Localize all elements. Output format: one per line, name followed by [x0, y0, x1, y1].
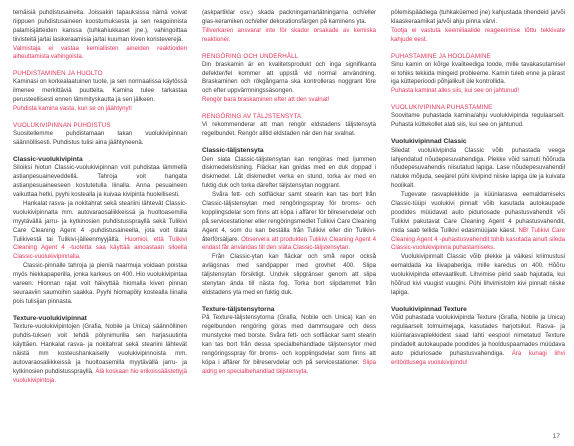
section-heading: PUHASTAMINE JA HOOLDAMINE [391, 52, 491, 60]
warning-text: Rengör bara braskaminen efter att den svalnat! [202, 96, 330, 104]
subsection-heading: Vuolukivipinnad Classic [391, 138, 467, 145]
warning-text: Huomioi, että Tulikivi Cleaning Agent 4 -tuotetta saa käyttää ainoastaan siloella Classic-vuolukivipinnalla. [13, 235, 187, 261]
paragraph-text: Svåra fett- och sotfläckar samt stearin kan tas bort från Classic-täljstensytan med rengöringsspray för broms- och kopplingsdelar som finns att köpa i affärer för bilreservdelar och på servicestationer eller rengöringsmedlet Tulikivi Care Cleaning Agent 4, som du kan beställa från Tulikivi eller din Tulikivi-återförsäljare. [202, 191, 376, 243]
column-estonian [391, 9, 565, 368]
paragraph [13, 323, 187, 385]
warning-text: Puhasta kaminat alles siis, kui see on jahtunud! [391, 87, 520, 95]
warning-text: Valmistaja ei vastaa kemiallisten aineiden reaktioiden aiheuttamista vahingoista. [13, 44, 187, 61]
warning-text: NB! Tulikivi Care Cleaning Agent 4 -puhastusvahendit tohib kasutada ainult sileda Classic-vuolukivipinna puhastamiseks. [391, 226, 565, 252]
section-heading: VUOLUKIVIPINNA PUHASTAMINE [391, 104, 493, 112]
warning-text: Tootja ei vastuta keemiliaalide reageerimise tõttu tekkivate kahjude eest. [391, 26, 565, 43]
paragraph: Classic-pinnalle tahroja ja pieniä naarmuja voidaan poistaa myös hiekkapaperilla, jonka karkeus on 400. Hio vuolukivipintaa vareen. Hionnan rajat voit häivyttää hiomalla kiven pinnan seuraaviin saumoihin saakka. Pyyhi hiomapöly kostealla liinalla pois tulisijan pinnasta. [13, 262, 187, 305]
paragraph: Den slata Classic-täljstensytan kan rengöras med ljummen diskmedelslösning. Fläckar kan gnidas med en duk doppad i diskmedel. Låt diskmedlet verka en stund, torka av med en fuktig duk och torka därefter täljstensytan noggrant. [202, 155, 376, 190]
paragraph: Från Classic-ytan kan fläckar och små repor också avlägsnas med sandpapper med grovhet 400. Slipa täljstensytan försiktigt. Undvik slipgränser genom att slipa stenytan ända till nästa fog. Torka bort slipdammet från eldstadens yta med en fuktig duk. [202, 253, 376, 296]
subsection-heading: Classic-vuolukivipinta [13, 155, 83, 163]
paragraph: Sinu kamin on kõrge kvaliteediga toode, mille tavakasutamisel ei tohiks tekkida mingeid probleeme. Kamin tuleb enne ja pärast iga kütteperioodi põhjalikult üle kontrollida. [391, 60, 565, 86]
paragraph-text: Võid puhastada vuolukivipinda Texture (Grafia, Nobile ja Unica) regulaarselt tolmuimejaga, kasutades harjotsikut. Rasva- ja küünlarasvaplekkidest saad lahti eespool nimetatud Texture pindadelt autokaupade poodides ja hoolduspaamades müüdava auto piduriosade puhastusvahendiga. [391, 314, 565, 357]
paragraph: Vuolukivipinnalt Classic võib plekke ja väikesi kriimustusi eemaldada ka liivapaberiga, mille karedus on 400. Hõõru vuolukivipinda ettevaatlikult. Lihvimise piirid saab hajutada, kui hõõrud kivi vuugist vuugini. Pühi lihvimistolm kivi pinnalt niiske lapiga. [391, 253, 565, 296]
warning-text: Puhdista kamina vasta, kun se on jäähtynyt! [13, 105, 132, 113]
subsection-heading: Texture-vuolukivipinnat [13, 314, 87, 322]
paragraph: Vi rekommenderar att man rengör eldstadens täljstensyta regelbundet. Rengör alltid eldstaden när den har svalnat. [202, 121, 376, 137]
subsection-heading: Vuolukivipinnad Texture [391, 305, 467, 313]
paragraph: Siledat vuolukivipinda Classic võib puhastada veega lahjendatud nõudepesuvahendiga. Plekke võid samuti hõõruda nõudepesuvahendis niisutatud lapiga. Lase nõudepesuvahendil natuke mõjuda, seejärel pühi kivipind niiske lapiga üle ja kuivata hoolikalt. [391, 146, 565, 190]
paragraph: (askpartiklar osv.) skada packningarna/tätningarna och/eller glas-keramiken och/eller dekorationsfärgen på kaminens yta. [202, 9, 376, 25]
paragraph-text: På Texture-täljstensytorna (Grafia, Nobile och Unica) kan en regelbunden rengöring göras med dammsugare och dess munstycke med borste. Svåra fett- och sotfläckar samt stearin kan tas bort från dessa specialbehandlade täljstensytor med rengöringsspray för broms- och kopplingsdelar som finns att köpa i affärer för bilreservdelar och på servicestationer. [202, 314, 376, 366]
column-swedish [202, 9, 376, 377]
subsection-heading: Texture-täljstensytorna [202, 305, 275, 313]
paragraph: pölemispäädiega (tuhkaküemed jne) kahjustada tihendeid ja/või klaaskeraamikat ja/või ahju pinna värvi. [391, 9, 565, 25]
warning-text: Tillverkaren ansvarar inte för skador orsakade av kemiska reaktioner. [202, 26, 376, 43]
section-heading: PUHDISTAMINEN JA HUOLTO [13, 70, 103, 78]
paragraph-text: Texture-vuolukivipintojen (Grafia, Nobile ja Unica) säännöllinen puhdis-tuksen voit tehdä pölynimurilla sen harjasuutinta käyttäen. Hankalat rasva- ja nokitahrat sekä steariini lähtevät näistä mm kosteushankaiselly vuolukivipinnoista mm. autovaraosaliikkeissä ja huoltoasemilla myytävällä jarru- ja kytkinosien puhdistussprayllä. [13, 323, 187, 375]
paragraph [202, 314, 376, 376]
section-heading: RENGÖRING OCH UNDERHÅLL [202, 52, 299, 60]
paragraph: Siloiksi hiotun Classic-vuolukivipinnan voit puhdistaa lämmellä astianpesuaineveddellä. Tahroja voit hangata astianpesuaineeseen kostutetulla liinalla. Anna pesuaineen vaikuttaa hetki, pyyhi kostealla ja kuivaa kivipinta huolellisesti. [13, 164, 187, 199]
paragraph: Din braskamin är en kvalitetsprodukt och inga signifikanta defekter/fel kommer att uppstå vid normal användning. Braskaminen och rökgångarna ska kontrolleras noggrant före och efter uppvärmningssäsongen. [202, 60, 376, 95]
section-heading: VUOLUKIVIPINNAN PUHDISTUS [13, 121, 111, 129]
paragraph: Suositellemme puhdistamaan takan vuolukivipinnan säännöllisesti. Puhdistus tulisi aina jäähtyneenä. [13, 130, 187, 146]
paragraph-text: Tugevate rasvaplekkide ja küünlarasva eemaldamiseks Classic-tüüpi vuolukivi pinnalt võib kasutada autokaupade poodides müüdavat auto piduriosade puhastusvahendit või Tulikivi pakutavat Care Cleaning Agent 4 puhastusvahendit, mida saab tellida Tulikivi edasimüüjate käest. [391, 191, 565, 234]
section-heading: RENGÖRING AV TÄLJSTENSYTA [202, 113, 302, 121]
paragraph: Soovitame puhastada kamina/ahju vuolukivipinda regulaarselt. Puhasta küttekollet alati siis, kui see on jahtunud. [391, 112, 565, 129]
paragraph [13, 200, 187, 262]
warning-text: Slipa aldrig en specialbehandlad täljstensyta. [202, 358, 376, 375]
paragraph-text: Hankalat rasva- ja nokitahrat sekä steariini lähtevät Classic-vuolukivipinnalta mm. autovaraosaliikkeissä ja huoltoasemilla myytävällä jarru- ja kytkinosien puhdistussprayllä sekä Tulikivi Care Cleaning Agent 4 -puhdistusaineella, jota voit tilata Tulikivestä tai Tulikivi-jälleenmyyjältä. [13, 199, 187, 243]
subsection-heading: Classic-täljstensyta [202, 146, 264, 154]
paragraph: Kaminasi on korkealaatuinen tuote, ja sen normaalissa käytössä ilmenee merkittäviä puutteita. Kamina tulee tarkastaa perusteellisesti ennen lämmityskautta ja sen jälkeen. [13, 78, 187, 104]
warning-text: Ära kunagi lihvi eritöötlusega vuolukivipindu! [391, 349, 565, 366]
warning-text: Observera att produkten Tulikivi Cleaning Agent 4 endast får användas till den släta Classic-täljstensytan. [202, 235, 376, 252]
paragraph [391, 191, 565, 253]
paragraph [391, 314, 565, 367]
page-number: 17 [552, 433, 560, 440]
paragraph: temäisiä puhdistusaineita. Joissakin tapauksissa nämä voivat riippuen puhdistusaineen koostumuksesta ja sen reagoinnista palamisjätteiden kanssa (tuhkahiukkaset jne.), vahingoittaa tiivisteitä ja/tai lasikeraamisia ja/tai kuuman kiven koristeverejä. [13, 9, 187, 43]
paragraph [202, 191, 376, 253]
warning-text: Älä koskaan hio erikoissäästettyjä vuolukivipintoja. [13, 367, 187, 384]
column-finnish [13, 9, 187, 386]
